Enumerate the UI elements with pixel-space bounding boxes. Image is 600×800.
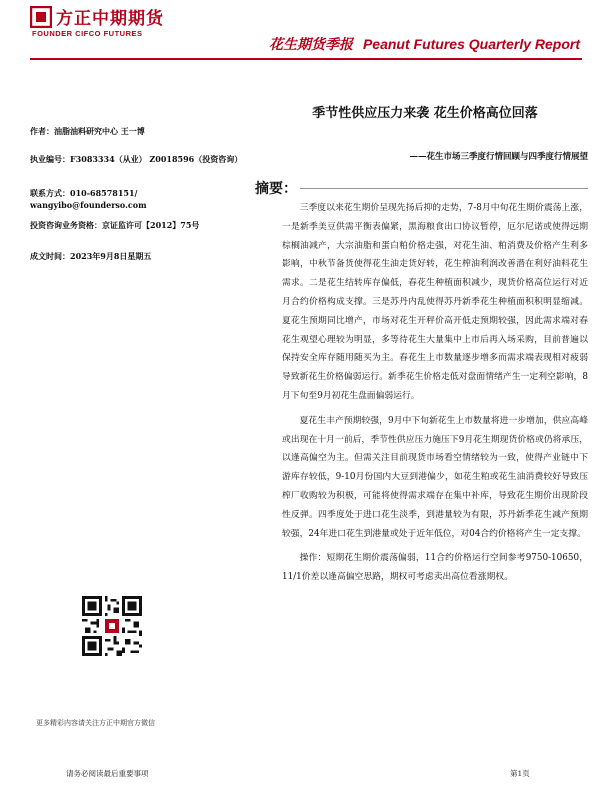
wechat-qr-code-icon[interactable]	[82, 596, 142, 656]
article-title: 季节性供应压力来袭 花生价格高位回落	[312, 106, 538, 121]
meta-date-value: 2023年9月8日星期五	[70, 251, 152, 261]
meta-contact-value[interactable]: 010-68578151/ wangyibo@founderso.com	[30, 188, 147, 210]
logo-text-cn: 方正中期期货	[56, 9, 164, 29]
meta-author	[30, 125, 250, 137]
report-type-title	[269, 34, 580, 54]
abstract-heading: 摘要：	[255, 181, 297, 197]
meta-author-value: 油脂油料研究中心 王一博	[54, 126, 145, 136]
logo-text-en: FOUNDER CIFCO FUTURES	[32, 29, 143, 38]
meta-date-label: 成文时间：	[30, 251, 70, 261]
meta-contact	[30, 187, 250, 211]
report-type-en: Peanut Futures Quarterly Report	[362, 36, 580, 52]
meta-license-value: F3083334（从业） Z0018596（投资咨询）	[70, 154, 243, 164]
article-subtitle: ——花生市场三季度行情回顾与四季度行情展望	[409, 152, 588, 162]
report-header	[0, 0, 600, 70]
meta-author-label: 作者：	[30, 126, 54, 136]
abstract-divider	[300, 188, 588, 189]
company-logo	[30, 4, 200, 36]
logo-mark-icon	[30, 6, 52, 28]
meta-qualification-value: 京证监许可【2012】75号	[102, 220, 200, 230]
footer-disclaimer[interactable]: 请务必阅读最后重要事项	[66, 769, 149, 778]
meta-contact-label: 联系方式：	[30, 188, 70, 198]
meta-license	[30, 153, 260, 165]
meta-license-label: 执业编号：	[30, 154, 70, 164]
meta-qualification	[30, 219, 250, 231]
abstract-body	[282, 199, 588, 593]
meta-date	[30, 250, 250, 262]
abstract-paragraph: 操作：短期花生期价震荡偏弱，11合约价格运行空间参考9750-10650，11/1价差以逢高偏空思路，期权可考虑卖出高位看涨期权。	[282, 553, 588, 583]
page-number: 第1页	[510, 769, 530, 778]
abstract-paragraph: 三季度以来花生期价呈现先扬后抑的走势，7-8月中旬花生期价震荡上涨，一是新季美豆供需平衡表偏紧，黑海粮食出口协议暂停，厄尔尼诺或使得远期棕榈油减产，大宗油脂和蛋白粕价格走强，对花生油、粕消费及价格产生利多影响，中秋节备货使得花生油走货好转，花生榨油利润改善潜在利好油料花生需求。二是花生结转库存偏低，春花生种植面积减少，现货价格高位运行对近月合约价格构成支撑。三是苏丹内乱使得苏丹新季花生种植面积积明显缩减。夏花生预期同比增产，市场对花生开秤价高开低走预期较强，因此需求端对春花生观望心理较为明显，多等待花生大量集中上市后再入场采购，目前普遍以保持安全库存随用随买为主。春花生上市数量逐步增多而需求端表现相对疲弱导致新花生价格偏弱运行。新季花生价格走低对盘面情绪产生一定利空影响，8月下旬至9月初花生盘面偏弱运行。	[282, 203, 588, 401]
abstract-paragraph: 夏花生丰产预期较强，9月中下旬新花生上市数量将进一步增加，供应高峰或出现在十月一前后，季节性供应压力施压下9月花生期现货价格或仍将承压，以逢高偏空为主。但需关注目前现货市场看空情绪较为一致，使得产业链中下游库存较低，9-10月份国内大豆到港偏少，如花生粕或花生油消费较好导致压榨厂收购较为积极，可能将使得需求端存在集中补库，导致花生期价出现阶段性反弹。四季度处于进口花生淡季，到港量较为有限，苏丹新季花生减产预期较强，24年进口花生到港量或处于近年低位，对04合约价格将产生一定支撑。	[282, 415, 588, 539]
report-type-cn: 花生期货季报	[268, 37, 353, 53]
qr-caption: 更多精彩内容请关注方正中期官方微信	[36, 719, 155, 727]
meta-qualification-label: 投资咨询业务资格：	[30, 220, 102, 230]
header-divider	[30, 58, 582, 60]
